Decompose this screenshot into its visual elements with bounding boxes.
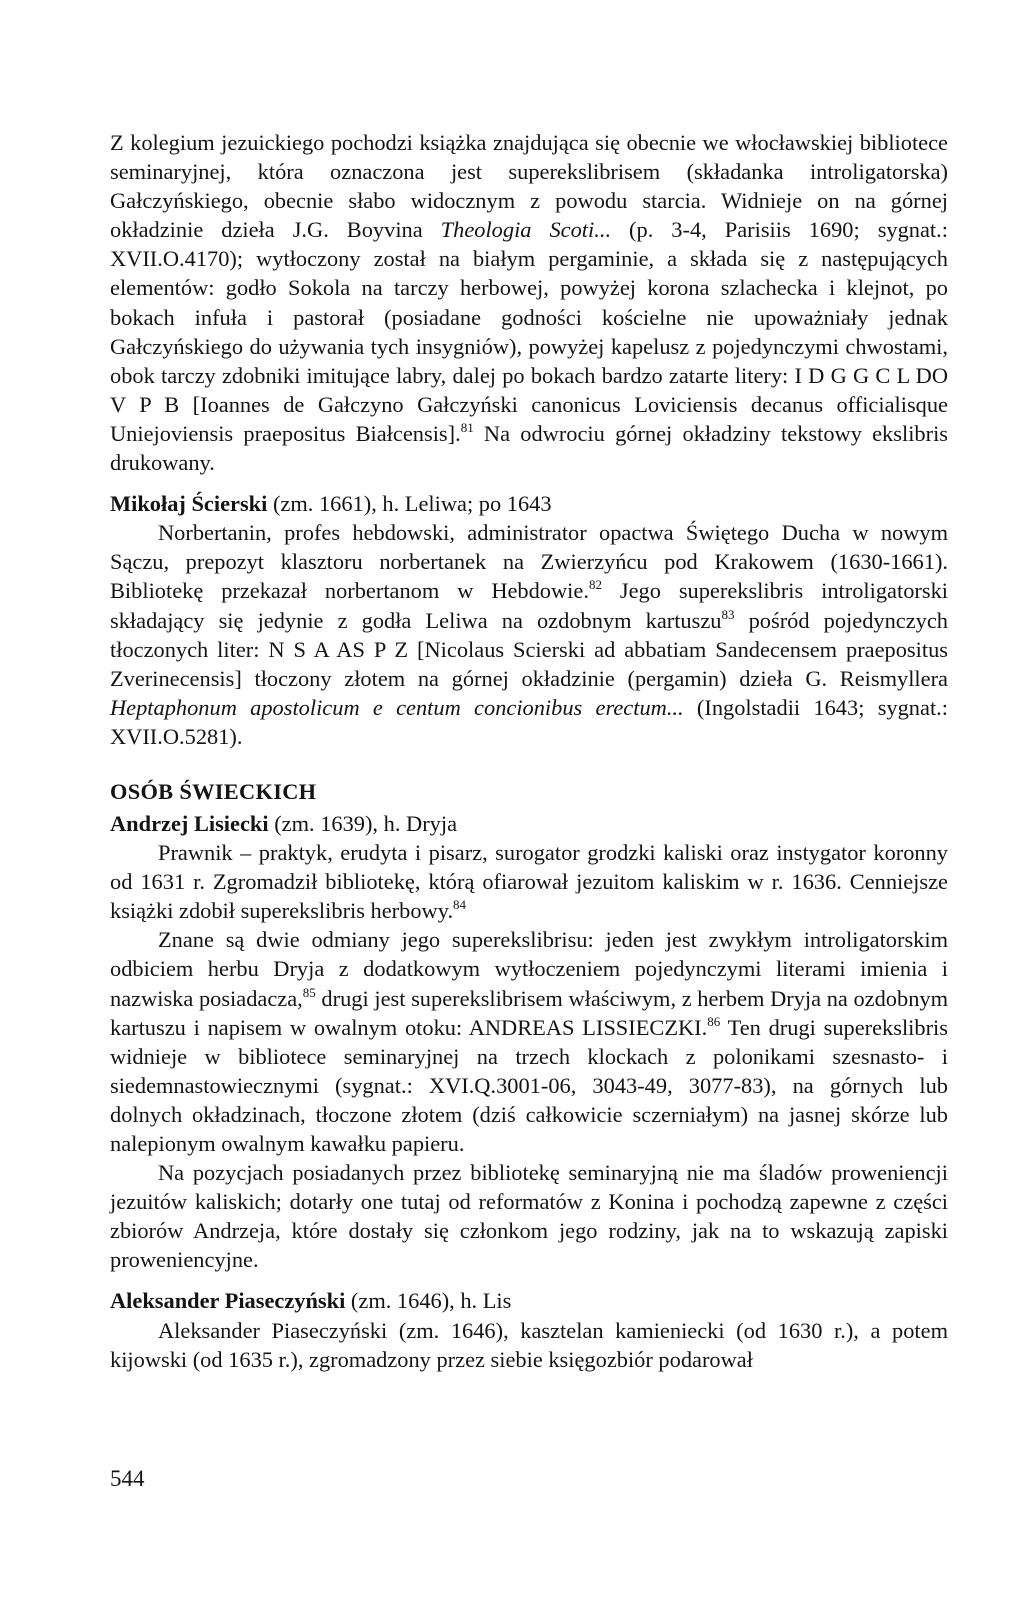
body-text: (Ingolstadii 1643; sygnat.: XVII.O.5281).: [110, 694, 948, 749]
footnote-ref-84[interactable]: 84: [453, 897, 467, 913]
page-content: [110, 128, 948, 1374]
entry-name: Aleksander Piaseczyński: [110, 1288, 346, 1314]
body-text: pośród pojedynczych tłoczonych liter: N S A AS P Z [Nicolaus Scierski ad abbatiam Sandecensem praepositus Zverinecensis] tłoczony złotem na górnej okładzinie (pergamin) dzieła G. Reismyllera: [110, 607, 948, 691]
body-text: Prawnik – praktyk, erudyta i pisarz, surogator grodzki kaliski oraz instygator koronny od 1631 r. Zgromadził bibliotekę, którą ofiarował jezuitom kaliskim w r. 1636. Cenniejsze książki zdobił superekslibris herbowy.: [110, 840, 948, 924]
entry-name: Mikołaj Ścierski: [110, 491, 268, 517]
page-number: 544: [110, 1466, 145, 1491]
entry-meta: (zm. 1661), h. Leliwa; po 1643: [267, 491, 552, 517]
body-text: drugi jest superekslibrisem właściwym, z herbem Dryja na ozdobnym kartuszu i napisem w owalnym otoku: ANDREAS LISSIECZKI.: [110, 985, 949, 1040]
entry-body-scierski: [110, 518, 948, 751]
body-text: Jego superekslibris introligatorski składający się jedynie z godła Leliwa na ozdobnym kartuszu: [110, 578, 948, 633]
entry-heading-scierski: [110, 489, 948, 518]
book-title-heptaphonum: Heptaphonum apostolicum e centum concionibus erectum...: [110, 694, 684, 720]
entry-body-lisiecki-1: [110, 838, 948, 925]
entry-body-piaseczynski: Aleksander Piaseczyński (zm. 1646), kasztelan kamieniecki (od 1630 r.), a potem kijowski (od 1635 r.), zgromadzony przez siebie księgozbiór podarował: [110, 1317, 948, 1372]
footnote-ref-85[interactable]: 85: [302, 984, 316, 1000]
entry-body-lisiecki-2: [110, 925, 948, 1158]
section-title: OSÓB ŚWIECKICH: [110, 778, 317, 804]
entry-body-lisiecki-3: Na pozycjach posiadanych przez bibliotekę seminaryjną nie ma śladów proweniencji jezuitów kaliskich; dotarły one tutaj od reformatów z Konina i pochodzą zapewne z części zbiorów Andrzeja, które dostały się członkom jego rodziny, jak na to wskazują zapiski proweniencyjne.: [110, 1160, 948, 1273]
body-text: Znane są dwie odmiany jego superekslibrisu: jeden jest zwykłym introligatorskim odbiciem herbu Dryja z dodatkowym wytłoczeniem pojedynczymi literami imienia i nazwiska posiadacza,: [110, 927, 948, 1011]
entry-meta: (zm. 1639), h. Dryja: [268, 810, 458, 836]
footnote-ref-81[interactable]: 81: [460, 419, 474, 435]
entry-heading-piaseczynski: [110, 1286, 948, 1315]
footnote-ref-83[interactable]: 83: [721, 606, 735, 622]
entry-heading-lisiecki: [110, 809, 948, 838]
footnote-ref-82[interactable]: 82: [588, 577, 602, 593]
body-text: Norbertanin, profes hebdowski, administrator opactwa Świętego Ducha w nowym Sączu, prepozyt klasztoru norbertanek na Zwierzyńcu pod Krakowem (1630-1661). Bibliotekę przekazał norbertanom w Hebdowie.: [110, 520, 948, 604]
entry-meta: (zm. 1646), h. Lis: [345, 1288, 512, 1314]
intro-text-2: (p. 3-4, Parisiis 1690; sygnat.: XVII.O.4170); wytłoczony został na białym pergaminie, a składa się z następujących elementów: godło Sokola na tarczy herbowej, powyżej korona szlachecka i klejnot, po bokach infuła i pastorał (posiadane godności kościelne nie upoważniały jednak Gałczyńskiego do używania tych insygniów), powyżej kapelusz z pojedynczymi chwostami, obok tarczy zdobniki imitujące labry, dalej po bokach bardzo zatarte litery: I D G G C L DO V P B [Ioannes de Gałczyno Gałczyński canonicus Loviciensis decanus officialisque Uniejoviensis praepositus Białcensis].: [110, 217, 948, 446]
intro-paragraph: [110, 128, 948, 477]
footnote-ref-86[interactable]: 86: [707, 1013, 721, 1029]
intro-text-1: Z kolegium jezuickiego pochodzi książka znajdująca się obecnie we włocławskiej bibliotece seminaryjnej, która oznaczona jest superekslibrisem (składanka introligatorska) Gałczyńskiego, obecnie słabo widocznym z powodu starcia. Widnieje on na górnej okładzinie dzieła J.G. Boyvina: [110, 130, 948, 243]
body-text: Ten drugi superekslibris widnieje w bibliotece seminaryjnej na trzech klockach z polonikami szesnasto- i siedemnastowiecznymi (sygnat.: XVI.Q.3001-06, 3043-49, 3077-83), na górnych lub dolnych okładzinach, tłoczone złotem (dziś całkowicie sczerniałym) na jasnej skórze lub nalepionym owalnym kawałku papieru.: [110, 1014, 948, 1156]
entry-name: Andrzej Lisiecki: [110, 810, 269, 836]
book-title-theologia: Theologia Scoti...: [440, 217, 612, 243]
intro-text-3: Na odwrociu górnej okładziny tekstowy ekslibris drukowany.: [110, 420, 948, 476]
